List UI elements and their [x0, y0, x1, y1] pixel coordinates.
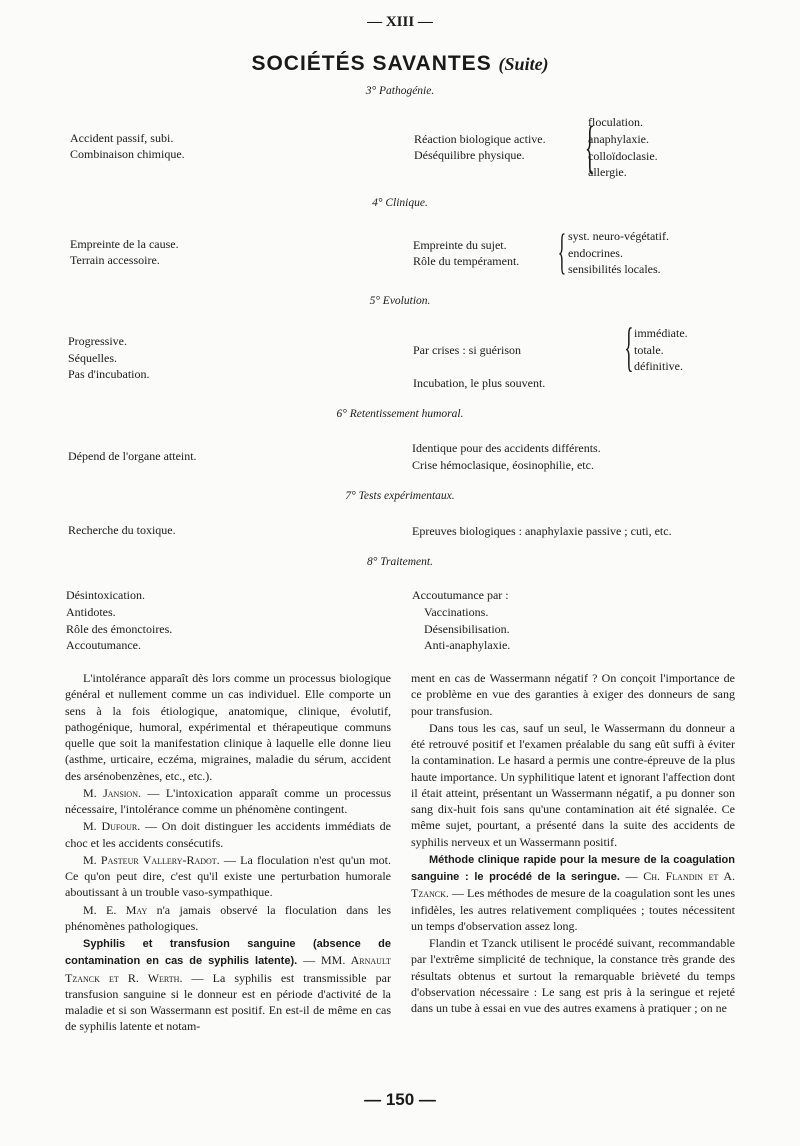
section-heading-tests: 7° Tests expérimentaux.	[345, 490, 455, 502]
title-text: SOCIÉTÉS SAVANTES	[251, 52, 492, 75]
s6-left-1: Dépend de l'organe atteint.	[68, 449, 197, 463]
section-heading-evolution: 5° Evolution.	[369, 295, 431, 307]
s3-sub-3: colloïdoclasie.	[588, 149, 658, 163]
s5-left-1: Progressive.	[68, 334, 127, 348]
s6-right-2: Crise hémoclasique, éosinophilie, etc.	[412, 458, 594, 472]
s8-left-4: Accoutumance.	[66, 638, 141, 652]
s8-right-1: Accoutumance par :	[412, 588, 509, 602]
section-heading-clinique: 4° Clinique.	[372, 197, 428, 209]
speaker-may: M. E. May	[83, 902, 148, 917]
s3-sub-4: allergie.	[588, 165, 627, 179]
left-paragraph-4	[65, 852, 391, 901]
s3-left-1: Accident passif, subi.	[70, 131, 174, 145]
s5-brace: {	[624, 317, 634, 377]
s3-right-1: Réaction biologique active.	[414, 132, 546, 146]
right-paragraph-3	[411, 851, 735, 934]
left-paragraph-3	[65, 818, 391, 851]
article-authors-syphilis: — MM. Arnault Tzanck et R. Werth.	[65, 953, 391, 985]
s5-right-2: Incubation, le plus souvent.	[413, 376, 546, 390]
speaker-pasteur-vallery-radot: M. Pasteur Vallery-Radot.	[83, 852, 220, 867]
right-paragraph-4: Flandin et Tzanck utilisent le procédé suivant, recommandable par l'extrême simplicité de technique, la constance très grande des résultats obtenus et surtout la remarquable brièveté du temps d'observation nécessaire : Le sang est pris à la seringue et rejeté dans un tube à essai en vue des autres examens à pratiquer ; on ne	[411, 936, 735, 1015]
left-paragraph-4-text: — La floculation n'est qu'un mot. Ce qu'on peut dire, c'est qu'il existe une perturbation humorale aboutissant à un trouble vaso-sympathique.	[65, 852, 391, 900]
s8-right-2: Vaccinations.	[424, 605, 489, 619]
s7-right-1: Epreuves biologiques : anaphylaxie passive ; cuti, etc.	[412, 524, 672, 538]
s5-left-2: Séquelles.	[68, 351, 117, 365]
roman-page-number: — XIII —	[367, 14, 433, 30]
section-heading-pathogenie: 3° Pathogénie.	[365, 85, 435, 97]
s3-brace: {	[585, 114, 595, 179]
s8-right-4: Anti-anaphylaxie.	[424, 638, 511, 652]
s8-left-1: Désintoxication.	[66, 588, 145, 602]
page-title	[0, 52, 800, 76]
s4-left-2: Terrain accessoire.	[70, 253, 160, 267]
s8-right-3: Désensibilisation.	[424, 622, 510, 636]
s4-sub-1: syst. neuro-végétatif.	[568, 229, 669, 243]
s4-left-1: Empreinte de la cause.	[70, 237, 179, 251]
s4-sub-2: endocrines.	[568, 246, 623, 260]
left-paragraph-6-text: — La syphilis est transmissible par transfusion sanguine si le donneur est en période d'activité de la maladie et si son Wassermann est positif. En est-il de même en cas de syphilis latente et notam-	[65, 970, 391, 1034]
s5-left-3: Pas d'incubation.	[68, 367, 150, 381]
s4-right-1: Empreinte du sujet.	[413, 238, 507, 252]
right-text-column	[411, 670, 735, 1017]
s4-right-2: Rôle du tempérament.	[413, 254, 520, 268]
article-authors-coagulation: — Ch. Flandin et A. Tzanck.	[411, 869, 735, 901]
s3-sub-2: anaphylaxie.	[588, 132, 649, 146]
left-paragraph-2	[65, 785, 391, 818]
left-paragraph-5-text: n'a jamais observé la floculation dans les phénomènes pathologiques.	[65, 902, 391, 933]
right-paragraph-3-text: — Les méthodes de mesure de la coagulation sont les unes infidèles, les autres relativement compliquées ; toutes nécessitent un temps d'observation assez long.	[411, 886, 735, 933]
left-text-column	[65, 670, 391, 1036]
page-number: — 150 —	[364, 1090, 436, 1109]
s3-right-2: Déséquilibre physique.	[414, 148, 525, 162]
right-paragraph-1: ment en cas de Wassermann négatif ? On conçoit l'importance de ce problème en vue des garanties à exiger des donneurs de sang pour transfusion.	[411, 671, 735, 718]
s5-right-1: Par crises : si guérison	[413, 343, 521, 357]
left-paragraph-6	[65, 935, 391, 1035]
s3-sub-1: floculation.	[588, 115, 643, 129]
s3-left-2: Combinaison chimique.	[70, 147, 185, 161]
s5-sub-3: définitive.	[634, 359, 683, 373]
section-heading-traitement: 8° Traitement.	[367, 556, 433, 568]
s8-left-2: Antidotes.	[66, 605, 116, 619]
s8-left-3: Rôle des émonctoires.	[66, 622, 173, 636]
s5-sub-2: totale.	[634, 343, 664, 357]
s7-left-1: Recherche du toxique.	[68, 523, 176, 537]
s5-sub-1: immédiate.	[634, 326, 688, 340]
speaker-dufour: M. Dufour.	[83, 819, 141, 834]
speaker-jansion: M. Jansion.	[83, 785, 141, 800]
left-paragraph-2-text: — L'intoxication apparaît comme un processus nécessaire, l'intolérance comme un phénomène contingent.	[65, 785, 392, 816]
left-paragraph-1: L'intolérance apparaît dès lors comme un processus biologique général et nullement comme un cas individuel. Elle comporte un sens à la fois étiologique, anatomique, clinique, évolutif, pathogénique, humoral, expérimental et thérapeutique communs quelle que soit la manifestation clinique à laquelle elle donne lieu (asthme, urticaire, eczéma, migraines, maladie du sérum, accident des arsénobenzènes, etc., etc.).	[65, 671, 391, 783]
title-suite: (Suite)	[498, 54, 549, 74]
right-paragraph-2: Dans tous les cas, sauf un seul, le Wassermann du donneur a été retrouvé positif et l'examen préalable du sang eût suffi à éviter la contamination. Le hasard a permis une contre-épreuve de la plus haute importance. Un syphilitique latent et ignorant l'affection dont il était atteint, présentant un Wassermann négatif, a pu donner son sang dix-huit fois sans qu'une contamination ait été signalée. Ce même sujet, pourtant, a présenté dans la suite des accidents de syphilis nerveux et un Wassermann positif.	[411, 720, 735, 849]
article-title-coagulation: Méthode clinique rapide pour la mesure de la coagulation sanguine : le procédé de la seringue.	[411, 853, 735, 883]
s4-sub-3: sensibilités locales.	[568, 262, 661, 276]
s6-right-1: Identique pour des accidents différents.	[412, 441, 601, 455]
s4-brace: {	[557, 223, 567, 279]
section-heading-humoral: 6° Retentissement humoral.	[336, 408, 464, 420]
article-title-syphilis: Syphilis et transfusion sanguine (absence de contamination en cas de syphilis latente).	[65, 938, 391, 968]
left-paragraph-5	[65, 902, 391, 935]
left-paragraph-3-text: — On doit distinguer les accidents immédiats de choc et les accidents consécutifs.	[65, 819, 392, 850]
